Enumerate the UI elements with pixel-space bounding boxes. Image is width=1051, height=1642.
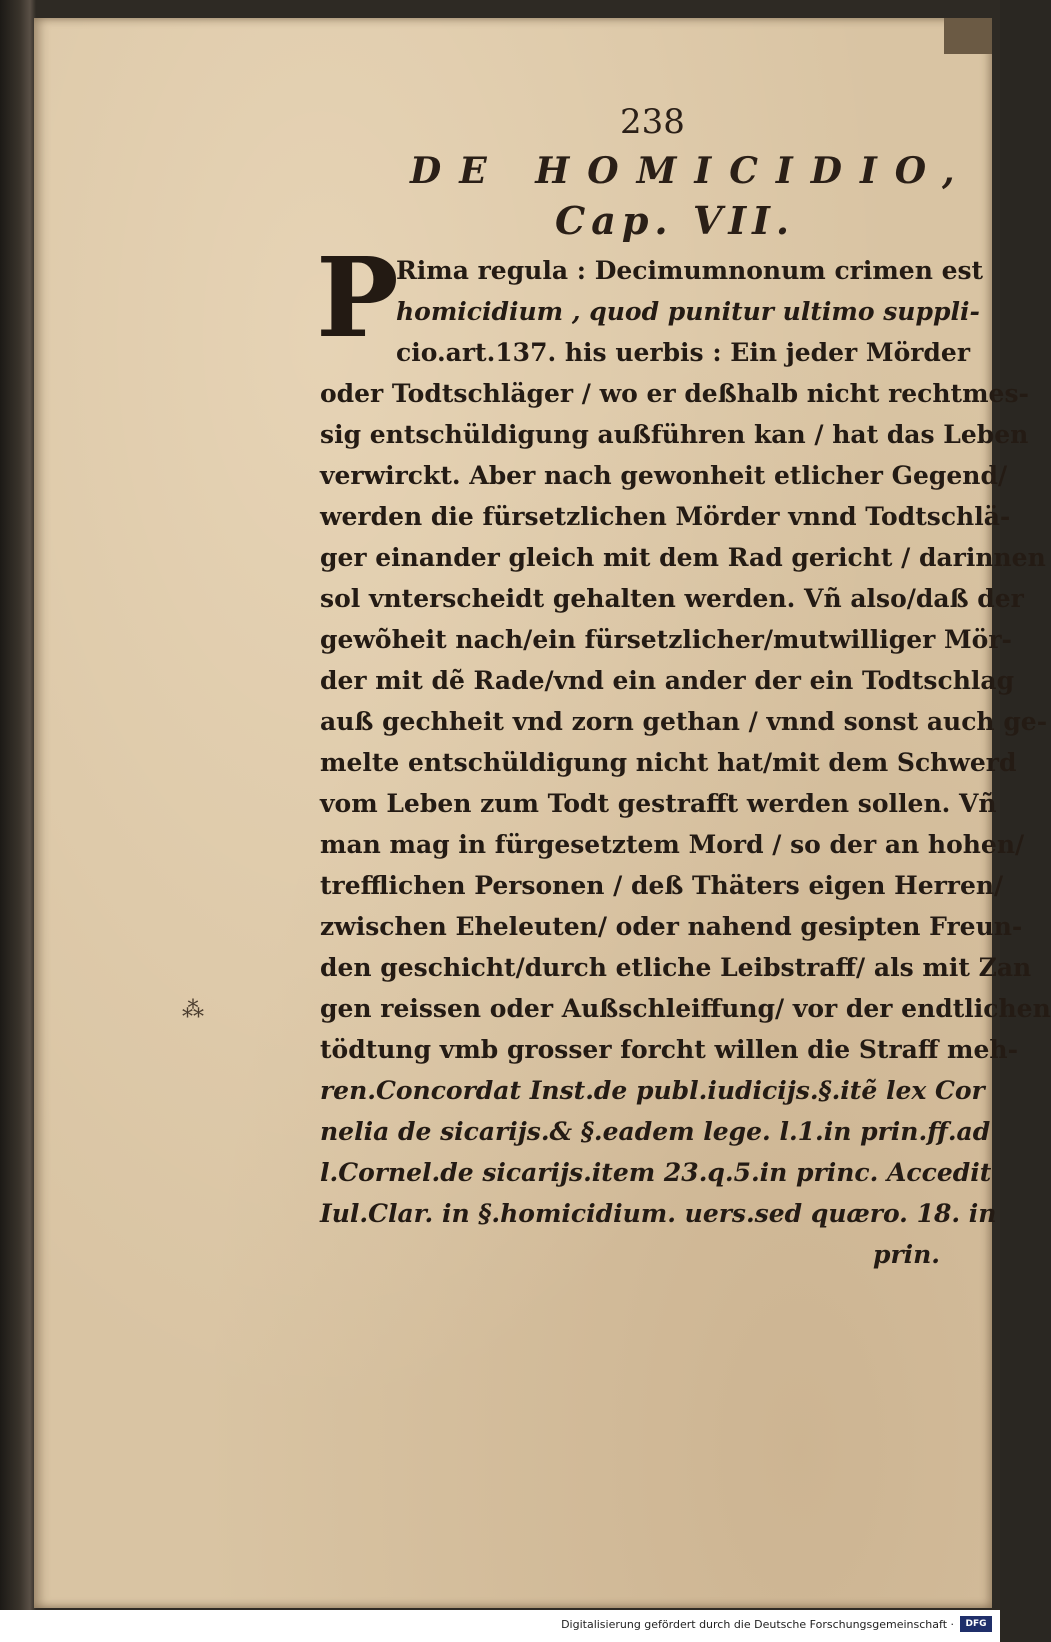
text-line: zwischen Eheleuten/ oder nahend gesipten Freun- xyxy=(320,912,1023,941)
text-line: der mit dẽ Rade/vnd ein ander der ein Todtschlag xyxy=(320,666,1015,695)
funding-credit: Digitalisierung gefördert durch die Deutsche Forschungsgemeinschaft · xyxy=(561,1618,954,1631)
text-line: oder Todtschläger / wo er deßhalb nicht rechtmes- xyxy=(320,379,1029,408)
text-line: Rima regula : Decimumnonum crimen est xyxy=(396,256,984,285)
dfg-logo: DFG xyxy=(960,1616,992,1632)
text-line: man mag in fürgesetztem Mord / so der an hohen/ xyxy=(320,830,1025,859)
text-line: melte entschüldigung nicht hat/mit dem Schwerd xyxy=(320,748,1017,777)
page-number: 238 xyxy=(620,102,685,142)
text-line: nelia de sicarijs.& §.eadem lege. l.1.in prin.ff.ad xyxy=(320,1117,991,1146)
text-line: l.Cornel.de sicarijs.item 23.q.5.in princ. Accedit xyxy=(320,1158,992,1187)
chapter-heading: Cap. VII. xyxy=(555,198,796,243)
text-line: gewõheit nach/ein fürsetzlicher/mutwilliger Mör- xyxy=(320,625,1012,654)
text-line: trefflichen Personen / deß Thäters eigen Herren/ xyxy=(320,871,1004,900)
page-corner xyxy=(944,18,992,54)
text-line: tödtung vmb grosser forcht willen die Straff meh- xyxy=(320,1035,1018,1064)
text-line: werden die fürsetzlichen Mörder vnnd Todtschlä- xyxy=(320,502,1011,531)
text-line: prin. xyxy=(872,1240,940,1269)
drop-cap: P xyxy=(316,233,399,362)
digitization-footer xyxy=(0,1610,1000,1642)
text-line: gen reissen oder Außschleiffung/ vor der endtlichen xyxy=(320,994,1051,1023)
text-line: sig entschüldigung außführen kan / hat das Leben xyxy=(320,420,1029,449)
text-line: homicidium , quod punitur ultimo suppli- xyxy=(396,297,980,326)
page-title: DE HOMICIDIO, xyxy=(410,150,973,192)
text-line: verwirckt. Aber nach gewonheit etlicher Gegend/ xyxy=(320,461,1008,490)
text-line: ger einander gleich mit dem Rad gericht / darinnen xyxy=(320,543,1046,572)
text-line: ren.Concordat Inst.de publ.iudicijs.§.itẽ lex Cor xyxy=(320,1076,985,1105)
text-line: cio.art.137. his uerbis : Ein jeder Mörder xyxy=(396,338,970,367)
text-line: sol vnterscheidt gehalten werden. Vñ also/daß der xyxy=(320,584,1024,613)
text-line: Iul.Clar. in §.homicidium. uers.sed quæro. 18. in xyxy=(320,1199,997,1228)
margin-mark-icon: ⁂ xyxy=(182,998,204,1023)
text-line: den geschicht/durch etliche Leibstraff/ als mit Zan xyxy=(320,953,1032,982)
text-line: vom Leben zum Todt gestrafft werden sollen. Vñ xyxy=(320,789,997,818)
text-line: auß gechheit vnd zorn gethan / vnnd sonst auch ge- xyxy=(320,707,1048,736)
body-text xyxy=(320,250,1051,1275)
